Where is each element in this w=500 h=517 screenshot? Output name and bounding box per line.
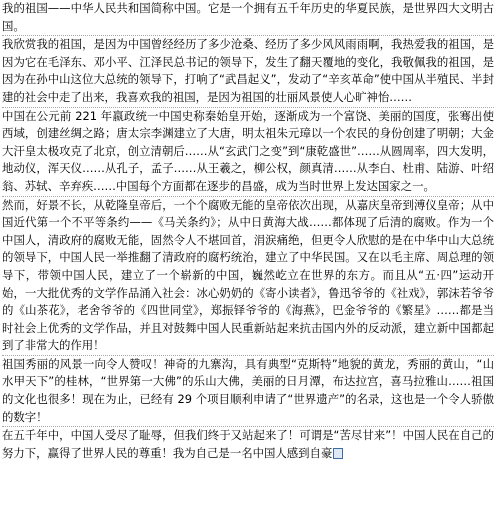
paragraph-modern-history: 然而，好景不长，从乾隆皇帝后，一个个腐败无能的皇帝依次出现，从嘉庆皇帝到溥仪皇帝；从中国近代第一个不平等条约——《马关条约》；从中日黄海大战……都体现了后清的腐败。作为一个中国人，清政府的腐败无能，固然令人不堪回首，涓涙痛绝，但更令人欣慰的是在中华中山大总统的领导下，中国人民一举推翻了清政府的腐朽统治，建立了中华民国。又在以毛主席、周总理的领导下，带领中国人民，建立了一个崭新的中国，巍然屹立在世界的东方。而且从“五·四”运动开始，一大批优秀的文学作品涌入社会：冰心奶奶的《寄小读者》，鲁迅爷爷的《社戏》，郭沫若爷爷的《山茶花》，老舍爷爷的《四世同堂》，郑振铎爷爷的《海燕》，巴金爷爷的《繁星》……都是当时社会上优秀的文学作品，并且对鼓舞中国人民重新站起来抗击国内外的反动派，建立新中国都起到了非常大的作用！ — [2, 197, 494, 353]
paragraph-intro: 我的祖国——中华人民共和国简称中国。它是一个拥有五千年历史的华夏民族，是世界四大文明古国。 — [2, 1, 494, 33]
paragraph-history: 中国在公元前 221 年嬴政统一中国史称秦始皇开始，逐渐成为一个富饶、美丽的国度，张骞出使西域，创建丝绸之路；唐太宗李渊建立了大唐，明太祖朱元璋以一个农民的身份创建了明朝；大金大汗皇太极攻克了北京，创立清朝后……从“玄武门之变”到“康乾盛世”……从圆周率，四大发明，地动仪，浑天仪……从孔子，孟子……从王羲之，柳公权，颜真清……从李白、杜甫、陆游、叶绍翁、苏轼、辛弃疾……中国每个方面都在逐步的昌盛，成为当时世界上发达国家之一。 — [2, 108, 494, 193]
paragraph-conclusion — [2, 427, 494, 462]
paragraph-scenery: 祖国秀丽的风景一向令人赞叹！神奇的九寨沟，具有典型“克斯特”地貌的黄龙，秀丽的黄山，“山水甲天下”的桂林，“世界第一大佛”的乐山大佛，美丽的日月潭，布达拉宫，喜马拉雅山……祖国的文化也很多！现在为止，已经有 29 个项目顺利申请了“世界遗产”的名录，这也是一个令人骄傲的数字！ — [2, 356, 494, 424]
paragraph-appreciation: 我欣赏我的祖国，是因为中国曾经经历了多少沧桑、经历了多少风风雨雨啊，我热爱我的祖国，是因为它在毛泽东、邓小平、江泽民总书记的领导下，发生了翻天覆地的变化，我敬佩我的祖国，是因为在孙中山这位大总统的领导下，打响了“武昌起义”，发动了“辛亥革命”使中国从半殖民、半封建的社会中走了出来，我喜欢我的祖国，是因为祖国的壮丽风景使人心旷神怡…… — [2, 37, 494, 104]
text-cursor-icon — [333, 448, 343, 459]
conclusion-text: 在五千年中，中国人受尽了耻辱，但我们终于又站起来了！可谓是“苦尽甘来”！中国人民在自己的努力下，赢得了世界人民的尊重！我为自己是一名中国人感到自豪 — [2, 428, 494, 460]
